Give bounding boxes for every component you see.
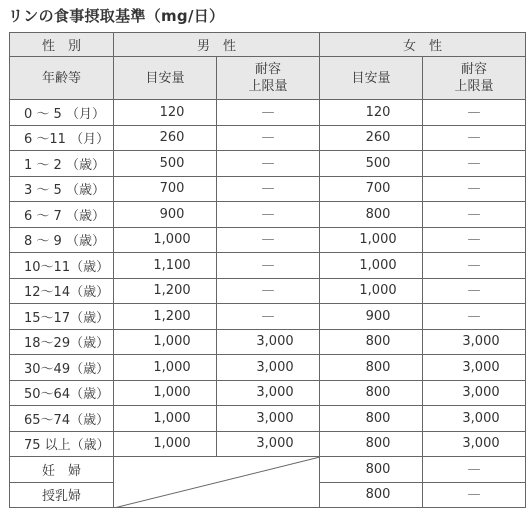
female-upper-cell: — — [423, 176, 526, 202]
male-upper-cell: — — [217, 304, 320, 330]
age-cell: 18～29（歳） — [10, 329, 114, 355]
female-upper-cell: 3,000 — [423, 380, 526, 406]
row-label-pregnant: 妊 婦 — [10, 457, 114, 483]
header-row-measures — [10, 57, 526, 100]
male-upper-cell: 3,000 — [217, 406, 320, 432]
male-upper-cell: 3,000 — [217, 355, 320, 381]
female-adequate-cell: 1,000 — [320, 253, 423, 279]
header-male-upper — [217, 57, 320, 100]
male-adequate-cell: 1,000 — [114, 406, 217, 432]
female-adequate-cell: 800 — [320, 355, 423, 381]
male-upper-cell: 3,000 — [217, 380, 320, 406]
female-upper-cell: — — [423, 151, 526, 177]
female-upper-pregnant: — — [423, 457, 526, 483]
table-row — [10, 304, 526, 330]
female-adequate-cell: 800 — [320, 380, 423, 406]
age-cell: 15～17（歳） — [10, 304, 114, 330]
male-upper-cell: 3,000 — [217, 431, 320, 457]
phosphorus-intake-table — [9, 32, 526, 508]
table-row — [10, 176, 526, 202]
female-adequate-pregnant: 800 — [320, 457, 423, 483]
age-cell: 30～49（歳） — [10, 355, 114, 381]
age-cell: 12～14（歳） — [10, 278, 114, 304]
female-upper-cell: 3,000 — [423, 355, 526, 381]
female-upper-cell: — — [423, 304, 526, 330]
table-row — [10, 380, 526, 406]
table-row — [10, 100, 526, 126]
header-row-sex — [10, 33, 526, 57]
female-adequate-cell: 800 — [320, 202, 423, 228]
female-adequate-cell: 500 — [320, 151, 423, 177]
table-row — [10, 431, 526, 457]
header-male: 男 性 — [114, 33, 320, 57]
header-upper-line1: 耐容 — [254, 62, 281, 77]
male-upper-cell: — — [217, 202, 320, 228]
male-adequate-cell: 1,200 — [114, 304, 217, 330]
age-cell: 3 ～ 5 （歳） — [10, 176, 114, 202]
male-upper-cell: — — [217, 125, 320, 151]
age-cell: 6 ～ 7 （歳） — [10, 202, 114, 228]
female-adequate-lactating: 800 — [320, 482, 423, 508]
male-adequate-cell: 1,200 — [114, 278, 217, 304]
male-adequate-cell: 1,000 — [114, 227, 217, 253]
age-cell: 50～64（歳） — [10, 380, 114, 406]
header-upper-line2: 上限量 — [248, 79, 288, 94]
female-adequate-cell: 1,000 — [320, 227, 423, 253]
age-cell: 10～11（歳） — [10, 253, 114, 279]
male-adequate-cell: 1,000 — [114, 355, 217, 381]
table-row — [10, 227, 526, 253]
row-label-lactating: 授乳婦 — [10, 482, 114, 508]
female-upper-lactating: — — [423, 482, 526, 508]
table-body — [10, 100, 526, 457]
female-upper-cell: — — [423, 100, 526, 126]
male-upper-cell: — — [217, 151, 320, 177]
table-row — [10, 125, 526, 151]
age-cell: 1 ～ 2 （歳） — [10, 151, 114, 177]
header-male-adequate: 目安量 — [114, 57, 217, 100]
table-row — [10, 355, 526, 381]
female-adequate-cell: 800 — [320, 431, 423, 457]
header-sex: 性 別 — [10, 33, 114, 57]
table-row — [10, 329, 526, 355]
female-upper-cell: 3,000 — [423, 406, 526, 432]
female-adequate-cell: 900 — [320, 304, 423, 330]
table-row — [10, 253, 526, 279]
female-adequate-cell: 120 — [320, 100, 423, 126]
female-upper-cell: — — [423, 278, 526, 304]
header-age: 年齢等 — [10, 57, 114, 100]
male-adequate-cell: 700 — [114, 176, 217, 202]
age-cell: 65～74（歳） — [10, 406, 114, 432]
female-adequate-cell: 700 — [320, 176, 423, 202]
age-cell: 75 以上（歳） — [10, 431, 114, 457]
male-upper-cell: 3,000 — [217, 329, 320, 355]
age-cell: 8 ～ 9 （歳） — [10, 227, 114, 253]
table-row-pregnant — [10, 457, 526, 483]
table-row — [10, 151, 526, 177]
male-adequate-cell: 1,000 — [114, 380, 217, 406]
male-adequate-cell: 260 — [114, 125, 217, 151]
header-female: 女 性 — [320, 33, 526, 57]
male-adequate-cell: 500 — [114, 151, 217, 177]
female-upper-cell: 3,000 — [423, 431, 526, 457]
male-adequate-cell: 120 — [114, 100, 217, 126]
female-upper-cell: — — [423, 253, 526, 279]
female-upper-cell: — — [423, 125, 526, 151]
male-upper-cell: — — [217, 176, 320, 202]
male-upper-cell: — — [217, 100, 320, 126]
male-upper-cell: — — [217, 227, 320, 253]
not-applicable-cell — [114, 457, 320, 508]
female-upper-cell: — — [423, 202, 526, 228]
header-upper-line1: 耐容 — [460, 62, 487, 77]
age-cell: 0 ～ 5 （月） — [10, 100, 114, 126]
table-row — [10, 202, 526, 228]
table-row — [10, 406, 526, 432]
male-adequate-cell: 1,000 — [114, 329, 217, 355]
male-upper-cell: — — [217, 253, 320, 279]
header-female-upper — [423, 57, 526, 100]
female-adequate-cell: 1,000 — [320, 278, 423, 304]
male-adequate-cell: 1,100 — [114, 253, 217, 279]
female-adequate-cell: 260 — [320, 125, 423, 151]
table-row — [10, 278, 526, 304]
table-title: リンの食事摂取基準（mg/日） — [8, 7, 225, 25]
male-adequate-cell: 1,000 — [114, 431, 217, 457]
header-upper-line2: 上限量 — [454, 79, 494, 94]
header-female-adequate: 目安量 — [320, 57, 423, 100]
age-cell: 6 ～11 （月） — [10, 125, 114, 151]
female-adequate-cell: 800 — [320, 329, 423, 355]
male-adequate-cell: 900 — [114, 202, 217, 228]
female-upper-cell: — — [423, 227, 526, 253]
male-upper-cell: — — [217, 278, 320, 304]
female-upper-cell: 3,000 — [423, 329, 526, 355]
diagonal-line — [114, 457, 320, 508]
female-adequate-cell: 800 — [320, 406, 423, 432]
